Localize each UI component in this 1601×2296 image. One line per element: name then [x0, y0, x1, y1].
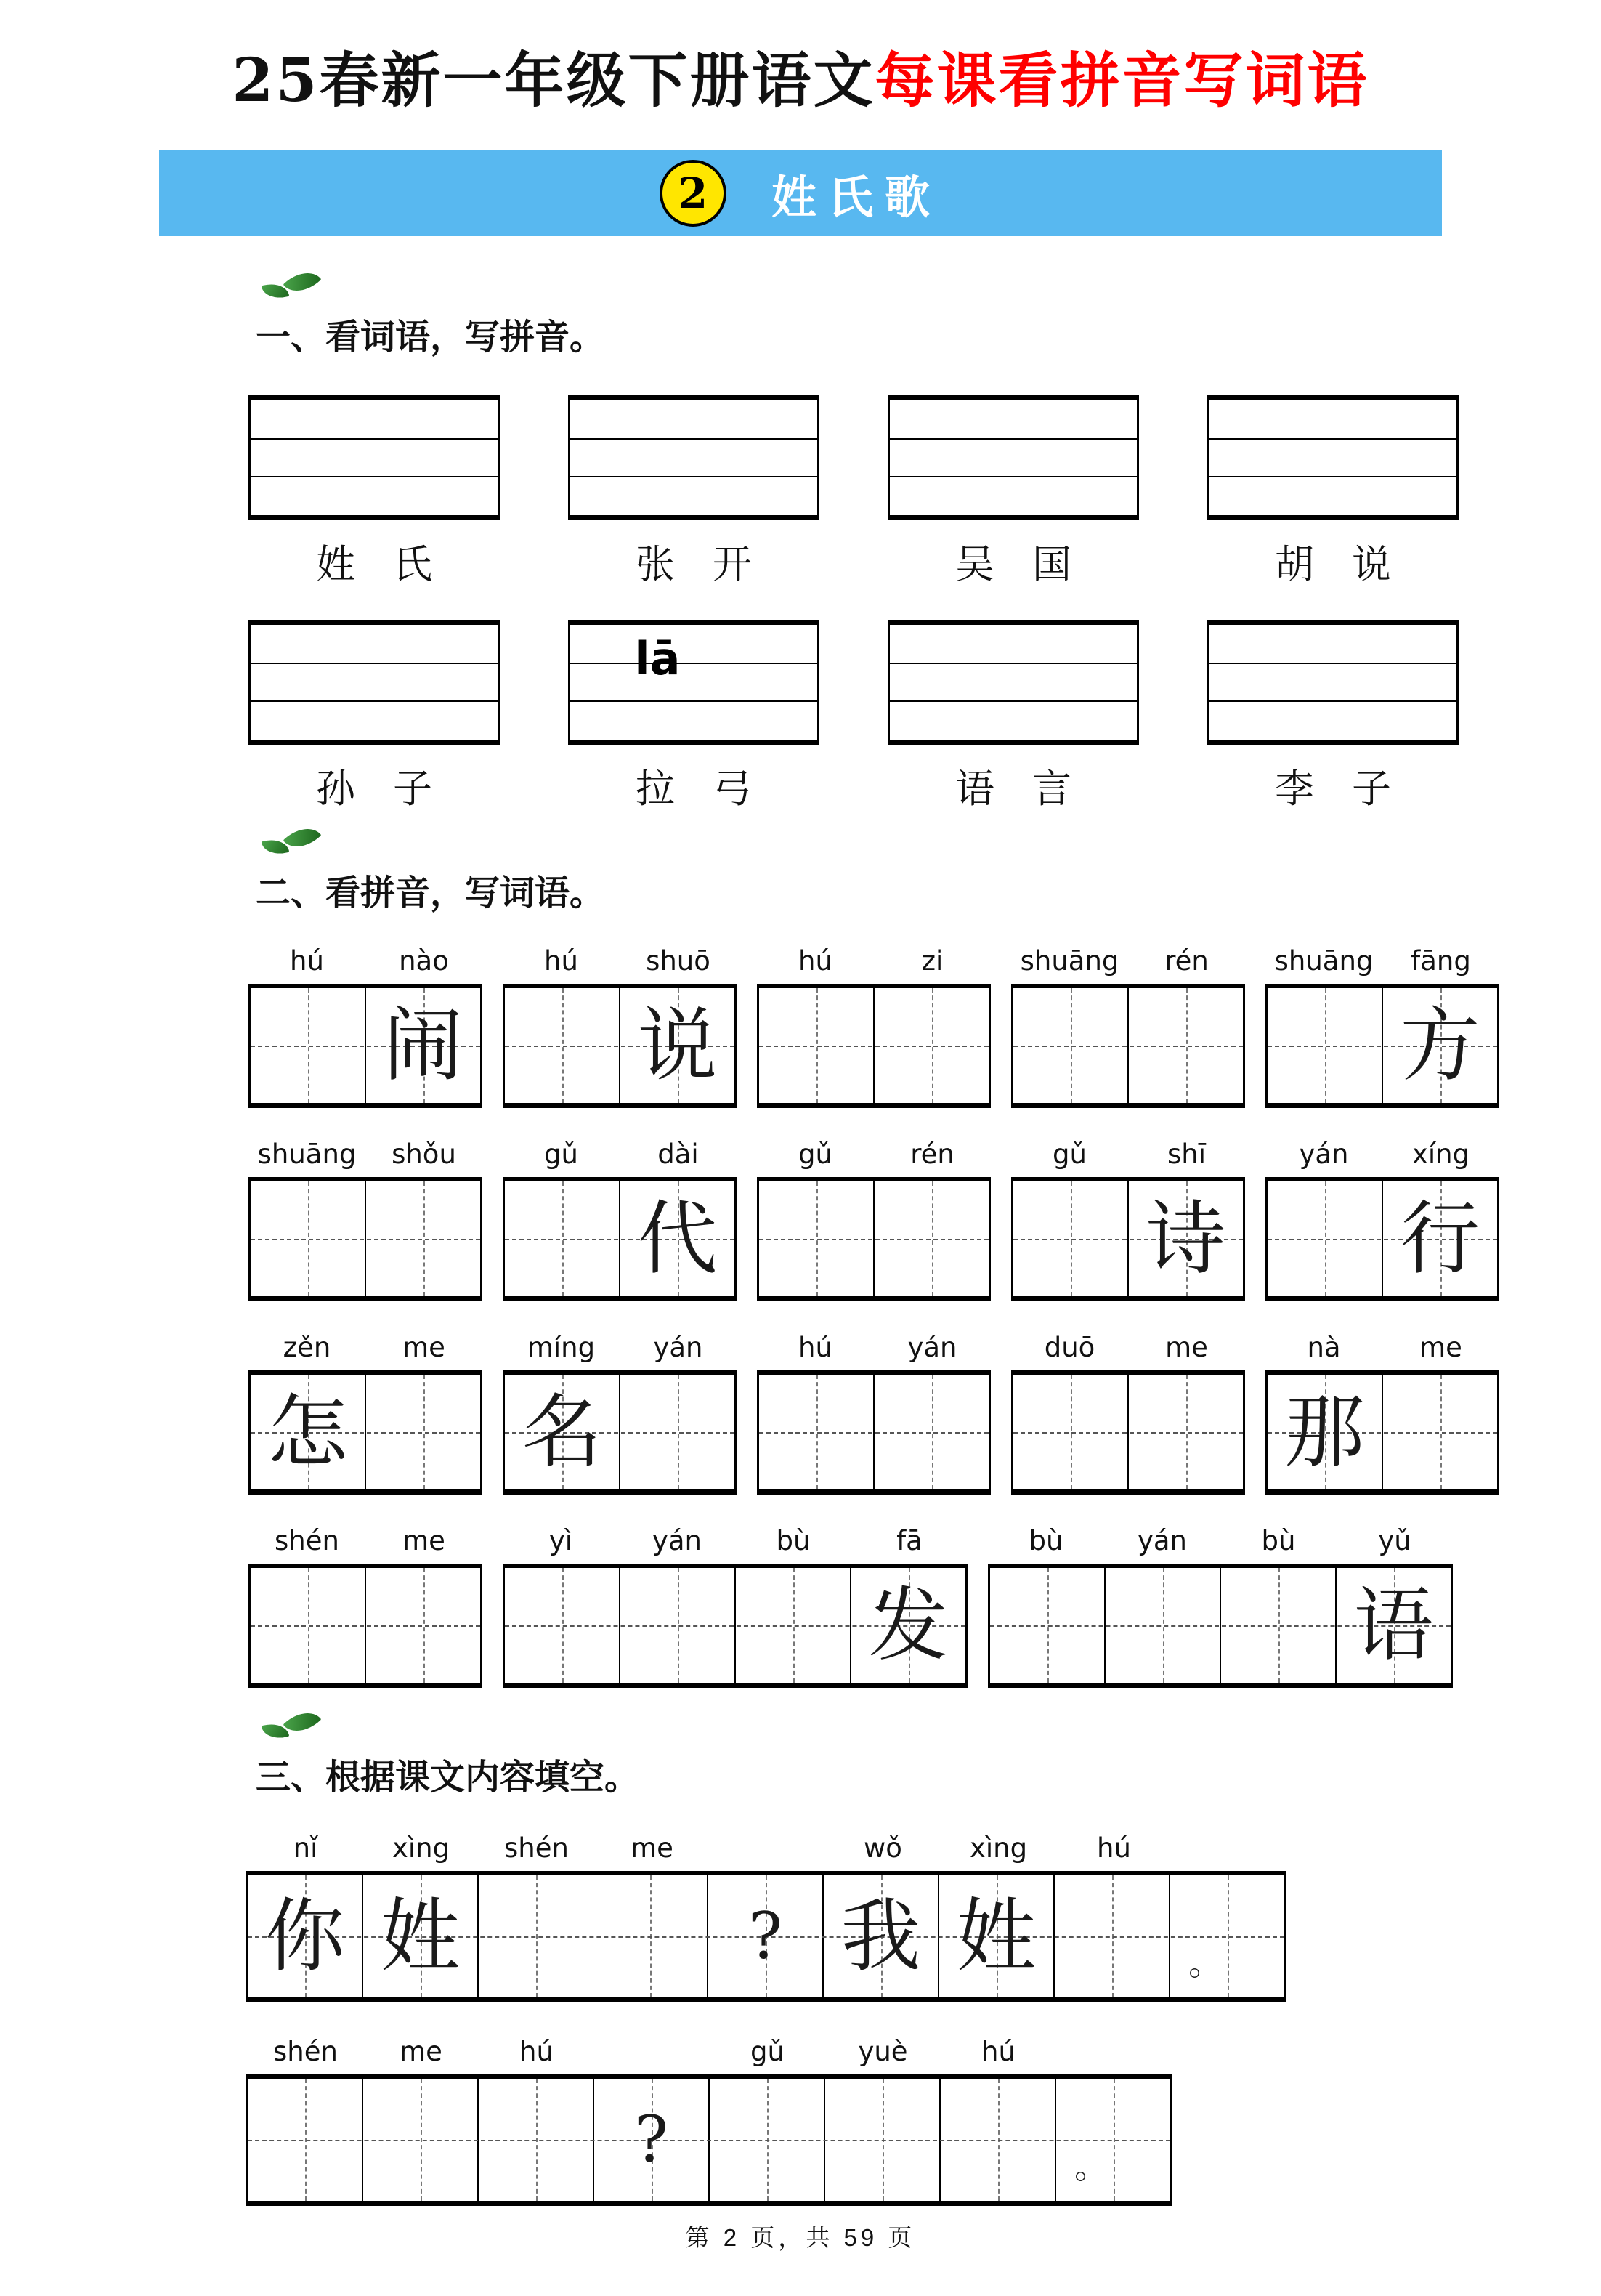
pinyin-label: yán: [653, 1332, 703, 1363]
ruled-line: [1209, 476, 1456, 477]
pinyin-word-group: [503, 1139, 737, 1301]
answer-character: 你: [264, 1890, 345, 1983]
character-write-cell[interactable]: [479, 2079, 594, 2201]
ruled-line: [570, 476, 817, 477]
pinyin-word-group: [757, 1139, 991, 1301]
pinyin-label: fāng: [1411, 945, 1471, 977]
pinyin-label: yán: [907, 1332, 957, 1363]
pinyin-label: me: [400, 2036, 442, 2067]
character-write-cell[interactable]: [363, 1875, 479, 1997]
word-row: [248, 620, 1601, 814]
pinyin-label: shén: [275, 1525, 339, 1556]
character-write-cell[interactable]: [1337, 1568, 1451, 1683]
punctuation-mark: 。: [1074, 2147, 1108, 2187]
pinyin-label: [594, 2036, 710, 2067]
sentence-block: [246, 1832, 1287, 2002]
character-grid: [1011, 1177, 1245, 1301]
leaf-icon: [263, 827, 321, 865]
ruled-line: [251, 438, 498, 440]
character-write-cell[interactable]: [825, 2079, 941, 2201]
page-title: [0, 33, 1601, 118]
ruled-line: [251, 663, 498, 664]
character-grid: [988, 1564, 1453, 1688]
pinyin-label: yán: [1137, 1525, 1188, 1556]
character-write-cell[interactable]: [620, 1181, 734, 1296]
pinyin-label: yǔ: [1378, 1525, 1411, 1556]
pinyin-label: bù: [776, 1525, 811, 1556]
pinyin-word-row: [248, 1525, 1601, 1688]
pinyin-label: wǒ: [864, 1832, 902, 1864]
pinyin-label-row: [757, 1139, 991, 1170]
pinyin-label: xìng: [392, 1832, 450, 1864]
pinyin-label-row: [1265, 1139, 1499, 1170]
ruled-line: [1209, 438, 1456, 440]
section-one-body: [248, 395, 1601, 814]
character-write-cell[interactable]: [1383, 1181, 1497, 1296]
pinyin-label: hú: [981, 2036, 1016, 2067]
character-write-cell[interactable]: [939, 1875, 1055, 1997]
lesson-number-badge: 2: [660, 160, 726, 227]
character-write-cell[interactable]: [941, 2079, 1056, 2201]
pinyin-word-row: [248, 1139, 1601, 1301]
character-grid: [1265, 984, 1499, 1108]
character-grid: [757, 984, 991, 1108]
pinyin-label-row: [1265, 1332, 1499, 1363]
ruled-line: [890, 663, 1137, 664]
pinyin-write-box[interactable]: [1207, 395, 1459, 520]
pinyin-writing-item: [248, 620, 500, 814]
sentence-block: [246, 2036, 1172, 2206]
pinyin-label-row: [1011, 945, 1245, 977]
character-grid: [248, 1370, 482, 1495]
pinyin-word-group: [248, 1139, 482, 1301]
pinyin-label: fā: [896, 1525, 923, 1556]
character-write-cell[interactable]: [251, 988, 366, 1103]
character-write-cell[interactable]: [366, 1181, 480, 1296]
pinyin-label: gǔ: [798, 1139, 832, 1170]
character-write-cell[interactable]: [1013, 988, 1129, 1103]
character-write-cell[interactable]: [251, 1568, 366, 1683]
character-grid: [503, 984, 737, 1108]
pinyin-label: [1172, 1832, 1287, 1864]
pinyin-label: zěn: [283, 1332, 331, 1363]
character-write-cell[interactable]: [620, 1375, 734, 1489]
answer-character: 怎: [267, 1386, 348, 1479]
character-write-cell[interactable]: [251, 1375, 366, 1489]
word-label: 拉弓: [636, 766, 790, 812]
word-label: 吴国: [955, 541, 1109, 587]
pinyin-word-group: [503, 945, 737, 1108]
pinyin-label: shuāng: [257, 1139, 357, 1170]
character-write-cell[interactable]: [505, 1568, 620, 1683]
ruled-line: [570, 663, 817, 664]
ruled-line: [890, 438, 1137, 440]
pinyin-word-group: [503, 1332, 737, 1495]
pinyin-word-group: [1011, 945, 1245, 1108]
section-one-heading: [256, 309, 1601, 359]
pinyin-word-group: [248, 1332, 482, 1495]
character-write-cell[interactable]: [1013, 1181, 1129, 1296]
answer-character: 姓: [380, 1890, 461, 1983]
pinyin-writing-item: [568, 395, 819, 589]
character-write-cell[interactable]: [1268, 1375, 1383, 1489]
pinyin-label: [1056, 2036, 1172, 2067]
pinyin-label: yì: [548, 1525, 573, 1556]
pinyin-label-row: [1011, 1139, 1245, 1170]
pinyin-word-group: [757, 1332, 991, 1495]
character-grid: [1011, 984, 1245, 1108]
pinyin-writing-item: [1207, 395, 1459, 589]
pinyin-label-row: [1011, 1332, 1245, 1363]
pinyin-label: hú: [798, 1332, 832, 1363]
character-write-cell[interactable]: [620, 1568, 736, 1683]
word-label: 李子: [1275, 766, 1429, 812]
character-write-cell[interactable]: [505, 988, 620, 1103]
pinyin-label: zi: [921, 945, 944, 977]
pinyin-word-group: [1265, 1139, 1499, 1301]
pinyin-label: xìng: [969, 1832, 1028, 1864]
pinyin-label-row: [757, 945, 991, 977]
character-write-cell[interactable]: [1129, 1181, 1243, 1296]
section-one-heading-text: 一、看词语，写拼音。: [256, 318, 605, 357]
answer-character: 方: [1400, 999, 1480, 1092]
section-two-heading: [256, 865, 1601, 915]
page-title-black: 25春新一年级下册语文: [232, 46, 875, 116]
pinyin-label-row: [248, 2036, 1172, 2067]
pinyin-word-group: [248, 1525, 482, 1688]
pinyin-word-group: [1265, 945, 1499, 1108]
character-write-cell[interactable]: [620, 988, 734, 1103]
character-write-cell[interactable]: [1170, 1875, 1284, 1997]
pinyin-label-row: [248, 1525, 482, 1556]
pinyin-label: shǒu: [392, 1139, 456, 1170]
character-write-cell[interactable]: [875, 988, 989, 1103]
character-write-cell[interactable]: [593, 1875, 708, 1997]
pinyin-word-group: [503, 1525, 968, 1688]
pinyin-label: yán: [1299, 1139, 1349, 1170]
character-write-cell[interactable]: [248, 2079, 363, 2201]
pinyin-label: duō: [1044, 1332, 1095, 1363]
pinyin-label: shī: [1167, 1139, 1206, 1170]
character-write-cell[interactable]: [1129, 1375, 1243, 1489]
page-footer: 第 2 页，共 59 页: [685, 2224, 916, 2251]
character-write-cell[interactable]: [594, 2079, 710, 2201]
answer-character: 语: [1353, 1579, 1434, 1672]
pinyin-label: yuè: [858, 2036, 908, 2067]
pinyin-label-row: [503, 945, 737, 977]
ruled-line: [570, 700, 817, 702]
character-write-cell[interactable]: [1106, 1568, 1221, 1683]
character-write-cell[interactable]: [759, 988, 875, 1103]
word-label: 姓氏: [316, 541, 470, 587]
pinyin-label: gǔ: [750, 2036, 785, 2067]
pinyin-writing-item: [888, 620, 1139, 814]
ruled-line: [570, 438, 817, 440]
punctuation-mark: ?: [747, 1899, 783, 1973]
pinyin-label: shuāng: [1274, 945, 1374, 977]
answer-character: 发: [868, 1579, 949, 1672]
character-grid: [503, 1177, 737, 1301]
answer-character: 诗: [1146, 1192, 1226, 1285]
ruled-line: [1209, 700, 1456, 702]
pinyin-write-box[interactable]: [568, 395, 819, 520]
pinyin-write-box[interactable]: [888, 620, 1139, 745]
pinyin-label-row: [503, 1139, 737, 1170]
word-label: 语言: [955, 766, 1109, 812]
character-write-cell[interactable]: [875, 1181, 989, 1296]
punctuation-mark: 。: [1188, 1944, 1223, 1984]
character-write-cell[interactable]: [710, 2079, 825, 2201]
answer-character: 代: [637, 1192, 718, 1285]
pinyin-label: míng: [527, 1332, 596, 1363]
character-grid: [248, 1177, 482, 1301]
pinyin-word-group: [1011, 1332, 1245, 1495]
ruled-line: [1209, 663, 1456, 664]
pinyin-label: xíng: [1411, 1139, 1470, 1170]
character-write-cell[interactable]: [875, 1375, 989, 1489]
pinyin-write-box[interactable]: [1207, 620, 1459, 745]
character-write-cell[interactable]: [479, 1875, 593, 1997]
pinyin-word-row: [248, 945, 1601, 1108]
pinyin-label-row: [503, 1525, 968, 1556]
pinyin-label: bù: [1029, 1525, 1063, 1556]
character-grid: [757, 1177, 991, 1301]
pinyin-word-group: [248, 945, 482, 1108]
character-grid: [248, 984, 482, 1108]
character-write-cell[interactable]: [251, 1181, 366, 1296]
character-write-cell[interactable]: [1383, 1375, 1497, 1489]
answer-character: 闹: [383, 999, 463, 1092]
character-write-cell[interactable]: [1268, 1181, 1383, 1296]
character-write-cell[interactable]: [851, 1568, 965, 1683]
pinyin-word-group: [757, 945, 991, 1108]
character-write-cell[interactable]: [1055, 1875, 1170, 1997]
section-two-heading-text: 二、看拼音，写词语。: [256, 874, 605, 913]
character-write-cell[interactable]: [824, 1875, 939, 1997]
pinyin-word-row: [248, 1332, 1601, 1495]
punctuation-mark: ?: [633, 2102, 669, 2177]
pinyin-label: hú: [290, 945, 324, 977]
pinyin-word-group: [1011, 1139, 1245, 1301]
pinyin-label: hú: [1097, 1832, 1131, 1864]
section-three-heading: [256, 1749, 1601, 1799]
character-grid: [1265, 1370, 1499, 1495]
character-write-cell[interactable]: [1221, 1568, 1337, 1683]
answer-character: 行: [1400, 1192, 1480, 1285]
character-write-cell[interactable]: [759, 1375, 875, 1489]
word-row: [248, 395, 1601, 589]
character-write-cell[interactable]: [248, 1875, 363, 1997]
character-write-cell[interactable]: [1013, 1375, 1129, 1489]
leaf-icon: [263, 271, 321, 309]
pinyin-label: nà: [1307, 1332, 1341, 1363]
pinyin-label: shén: [273, 2036, 338, 2067]
answer-character: 名: [522, 1386, 602, 1479]
answer-character: 我: [840, 1890, 921, 1983]
word-label: 张开: [636, 541, 790, 587]
pinyin-label: me: [1165, 1332, 1208, 1363]
lesson-banner: [159, 150, 1442, 236]
pinyin-label: gǔ: [544, 1139, 578, 1170]
character-grid: [1011, 1370, 1245, 1495]
character-write-cell[interactable]: [363, 2079, 479, 2201]
pinyin-label: nào: [399, 945, 449, 977]
pinyin-write-box[interactable]: [888, 395, 1139, 520]
pinyin-label: hú: [519, 2036, 554, 2067]
character-write-cell[interactable]: [708, 1875, 824, 1997]
answer-character: 说: [637, 999, 718, 1092]
pinyin-label: me: [402, 1525, 445, 1556]
pinyin-write-box[interactable]: [248, 395, 500, 520]
pinyin-label-row: [503, 1332, 737, 1363]
ruled-line: [890, 700, 1137, 702]
section-three-heading-text: 三、根据课文内容填空。: [256, 1758, 640, 1797]
section-two-body: [248, 945, 1601, 1688]
sentence-grid: [246, 1871, 1286, 2002]
pinyin-label: rén: [910, 1139, 954, 1170]
pinyin-label-row: [248, 1832, 1287, 1864]
character-write-cell[interactable]: [1383, 988, 1497, 1103]
word-label: 胡说: [1275, 541, 1429, 587]
ruled-line: [251, 476, 498, 477]
pinyin-label: yán: [652, 1525, 702, 1556]
character-grid: [503, 1564, 968, 1688]
pinyin-label-row: [1265, 945, 1499, 977]
pinyin-label: me: [631, 1832, 673, 1864]
character-write-cell[interactable]: [505, 1375, 620, 1489]
character-write-cell[interactable]: [366, 988, 480, 1103]
pinyin-label: bù: [1261, 1525, 1296, 1556]
character-write-cell[interactable]: [1129, 988, 1243, 1103]
character-write-cell[interactable]: [1056, 2079, 1170, 2201]
pinyin-label: hú: [544, 945, 578, 977]
page-title-red: 每课看拼音写词语: [875, 46, 1369, 116]
pinyin-writing-item: [1207, 620, 1459, 814]
ruled-line: [890, 476, 1137, 477]
handwritten-pinyin: lā: [634, 632, 681, 685]
answer-character: 那: [1284, 1386, 1365, 1479]
pinyin-label-row: [757, 1332, 991, 1363]
pinyin-label: me: [402, 1332, 445, 1363]
section-three-body: [246, 1832, 1601, 2206]
character-grid: [757, 1370, 991, 1495]
pinyin-label: shén: [504, 1832, 569, 1864]
pinyin-label: nǐ: [293, 1832, 318, 1864]
pinyin-writing-item: [888, 395, 1139, 589]
pinyin-label: me: [1419, 1332, 1462, 1363]
pinyin-label: dài: [657, 1139, 699, 1170]
pinyin-label-row: [248, 1332, 482, 1363]
pinyin-label: shuāng: [1020, 945, 1119, 977]
character-write-cell[interactable]: [736, 1568, 851, 1683]
pinyin-writing-item: [248, 395, 500, 589]
pinyin-word-group: [1265, 1332, 1499, 1495]
ruled-line: [251, 700, 498, 702]
character-grid: [248, 1564, 482, 1688]
pinyin-label-row: [248, 1139, 482, 1170]
pinyin-label: rén: [1164, 945, 1209, 977]
pinyin-label: hú: [798, 945, 832, 977]
character-grid: [1265, 1177, 1499, 1301]
leaf-icon: [263, 1711, 321, 1749]
character-write-cell[interactable]: [366, 1375, 480, 1489]
word-label: 孙子: [316, 766, 470, 812]
sentence-grid: [246, 2074, 1172, 2206]
character-grid: [503, 1370, 737, 1495]
character-write-cell[interactable]: [990, 1568, 1106, 1683]
lesson-title: 姓氏歌: [771, 172, 941, 223]
pinyin-write-box[interactable]: [248, 620, 500, 745]
pinyin-label: gǔ: [1053, 1139, 1087, 1170]
pinyin-label-row: [248, 945, 482, 977]
pinyin-writing-item: [568, 620, 819, 814]
character-write-cell[interactable]: [505, 1181, 620, 1296]
pinyin-write-box[interactable]: [568, 620, 819, 745]
pinyin-label-row: [988, 1525, 1453, 1556]
character-write-cell[interactable]: [1268, 988, 1383, 1103]
character-write-cell[interactable]: [759, 1181, 875, 1296]
pinyin-word-group: [988, 1525, 1453, 1688]
answer-character: 姓: [956, 1890, 1037, 1983]
pinyin-label: [710, 1832, 825, 1864]
character-write-cell[interactable]: [366, 1568, 480, 1683]
pinyin-label: shuō: [646, 945, 710, 977]
